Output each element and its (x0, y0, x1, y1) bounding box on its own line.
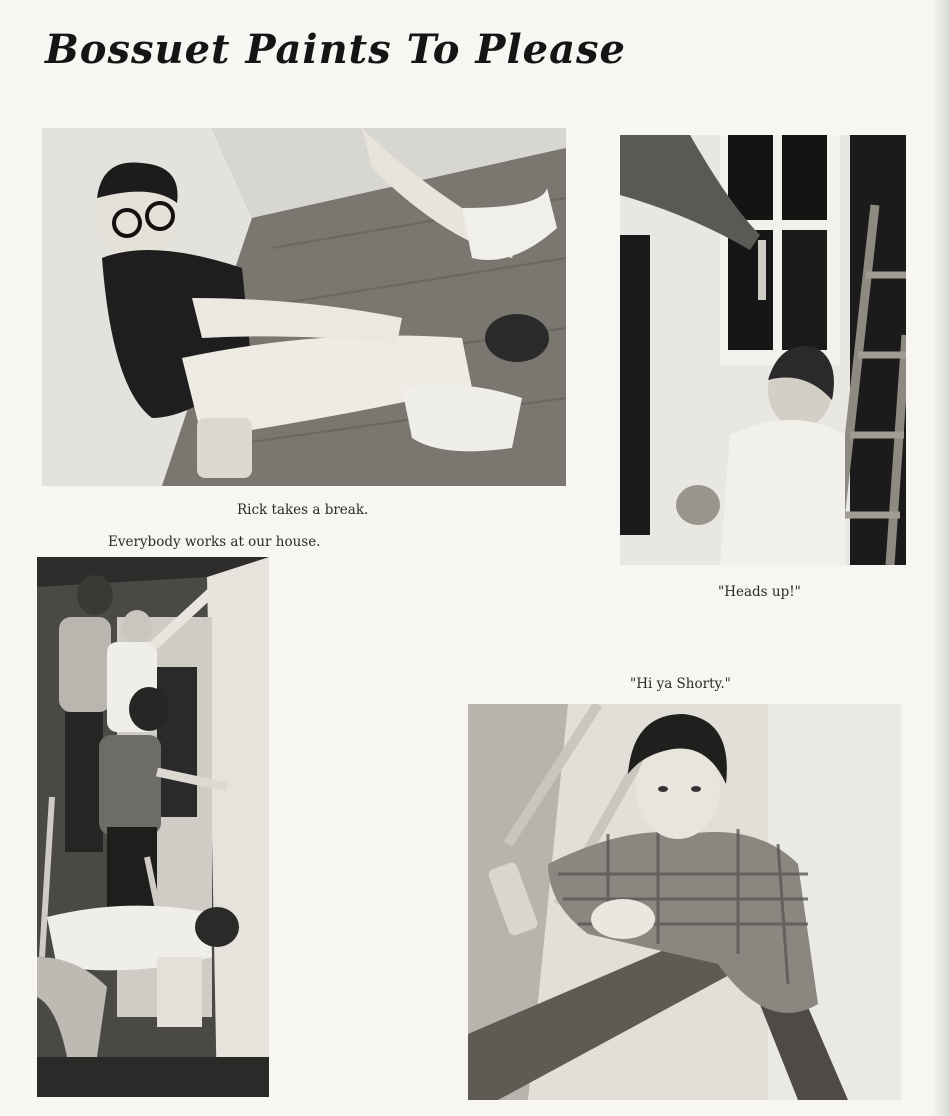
caption-hi-ya-shorty: "Hi ya Shorty." (630, 676, 731, 692)
page-title: Bossuet Paints To Please (45, 26, 626, 73)
photo-hallway-image (37, 557, 269, 1097)
page-edge-shadow (932, 0, 950, 1116)
caption-heads-up: "Heads up!" (718, 584, 801, 600)
photo-heads-up (620, 135, 906, 565)
photo-everybody-works (37, 557, 269, 1097)
photo-rick-image (42, 128, 566, 486)
photo-rick-break (42, 128, 566, 486)
photo-window-image (620, 135, 906, 565)
caption-everybody-works: Everybody works at our house. (108, 534, 321, 550)
caption-rick-break: Rick takes a break. (237, 502, 369, 518)
photo-hi-ya-shorty (468, 704, 901, 1100)
photo-ladder-image (468, 704, 901, 1100)
